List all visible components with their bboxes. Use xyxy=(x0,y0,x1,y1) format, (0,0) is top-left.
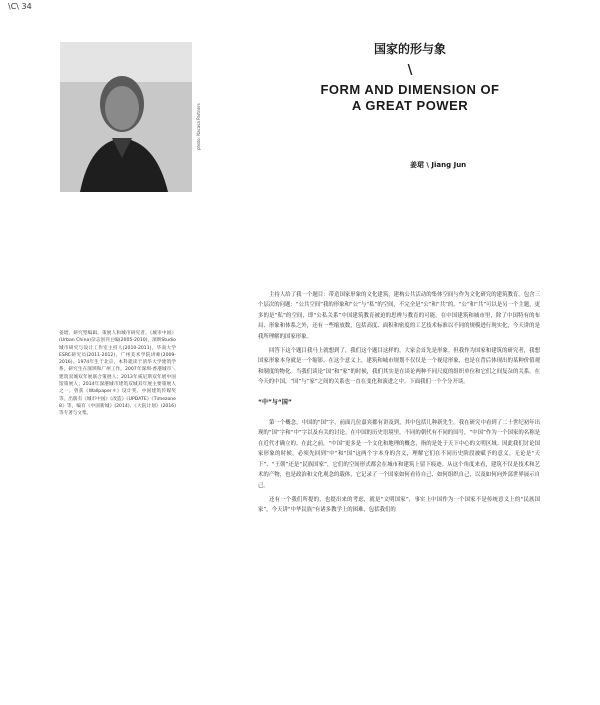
article-title-english-line-1: FORM AND DIMENSION OF xyxy=(320,82,500,97)
title-separator: \ xyxy=(407,63,413,78)
article-title-english-line-2: A GREAT POWER xyxy=(351,98,469,113)
body-paragraph: 第一个概念，中国的“国”字，前面几位嘉宾都有讲及到，其中包括几种新先生。我在研究中看到了二十世纪初年出现的“国”字和“中”字以及有关的讨论。在中国的历史语境里，不同的朝代有不同的国号，“中国”作为一个国家的名称是在近代才确立的。在此之前，“中国”更多是一个文化和地理的概念，指的是处于天下中心的文明区域。因此我们讨论国家形象的时候，必须先回到“中”和“国”这两个字本身的含义，理解它们在不同历史阶段被赋予的意义。无论是“天下”、“王朝”还是“民族国家”，它们的空间形式都会在城市和建筑上留下痕迹。从这个角度来看，建筑不仅是技术和艺术的产物，也是政治和文化观念的载体，它记录了一个国家如何看待自己、如何组织自己，以及如何向外部世界展示自己。 xyxy=(258,420,540,489)
body-paragraph: 主持人给了我一个题目：带造国家形象的文化建筑，建构公共活动的集体空间与作为文化研究的建筑教育。包含三个层次的问题：“公共空间”我的形象和“公”与“私”的空间，不完全是“公”和“共”的，“公”和“共”可以是另一个主题，更多的是“私”的空间，即“公私关系”中国建筑教育被迫的思辨与教育的可能。在中国建筑和城市里，除了中国特有的布局、形象和体系之外，还有一些缩放数，包括高度、面积和密度的工艺技术标准以不同的规模进行现实化，今天讲的是我所理解的国家形象。 xyxy=(258,292,540,340)
body-paragraph: 回答下这个题目我马上就想到了，我们这个题目这样的，大家会首先是形象。但我作为国家和建筑的研究者，我想国家形象本身就是一个缩影，在这个意义上，建筑和城市规划不仅仅是一个视觉形象，也是在背后体现出的某种价值观和制度的物化。当我们谈论“国”和“家”的时候，我们其实是在谈论两种不同尺度的组织单位和它们之间复杂的关系。在今天的中国，“国”与“家”之间的关系也一直在变化和演进之中。下面我们一个个分开谈。 xyxy=(258,348,540,386)
photo-credit: photo: Nacasa Partners xyxy=(196,103,201,150)
article-body xyxy=(258,290,540,520)
body-paragraph: 还有一个我们所提的，也提出来的考虑，就是“文明国家”，事实上中国作为一个国家不是传统意义上的“民族国家”，今天讲“中华民族”有诸多教学上的困难，包括我们的 xyxy=(258,496,540,514)
author-portrait-photo xyxy=(60,42,192,192)
page-number: \C\ 34 xyxy=(8,2,32,11)
article-title-chinese: 国家的形与象 xyxy=(373,42,446,56)
portrait-silhouette-icon xyxy=(60,42,192,192)
author-byline: 姜珺 \ Jiang Jun xyxy=(410,161,467,169)
article-title-block xyxy=(290,40,530,114)
author-bio-sidebar xyxy=(59,330,176,418)
section-heading: “中”与“国” xyxy=(258,398,292,406)
author-bio-text: 姜珺，研究型编辑、策展人和城市研究者。《城市中国》(Urban China)杂志创刊主编(2005-2010)，深圳Studio城市研究与设计工作室主持人(2010-2011)，华南大学ESRC研究员(2011-2012)，广州美术学院讲师(2009-2016)。1974年生于北京，本科就读于清华大学建筑学系，研究生在深圳和广州工作。2007年深圳·香港城市＼建筑双城双年展联合策展人；2013年威尼斯双年展中国馆策展人；2014年深港城市建筑双城双年展主要策展人之一。曾获《Wallpaper＊》设计奖、中国建筑传媒奖等。出版有《城市中国》《改造》《UPDATE》《Timezone 8》等，编有《中国新城》(2014)、《大院计划》(2016)等专著与文集。 xyxy=(59,331,176,417)
